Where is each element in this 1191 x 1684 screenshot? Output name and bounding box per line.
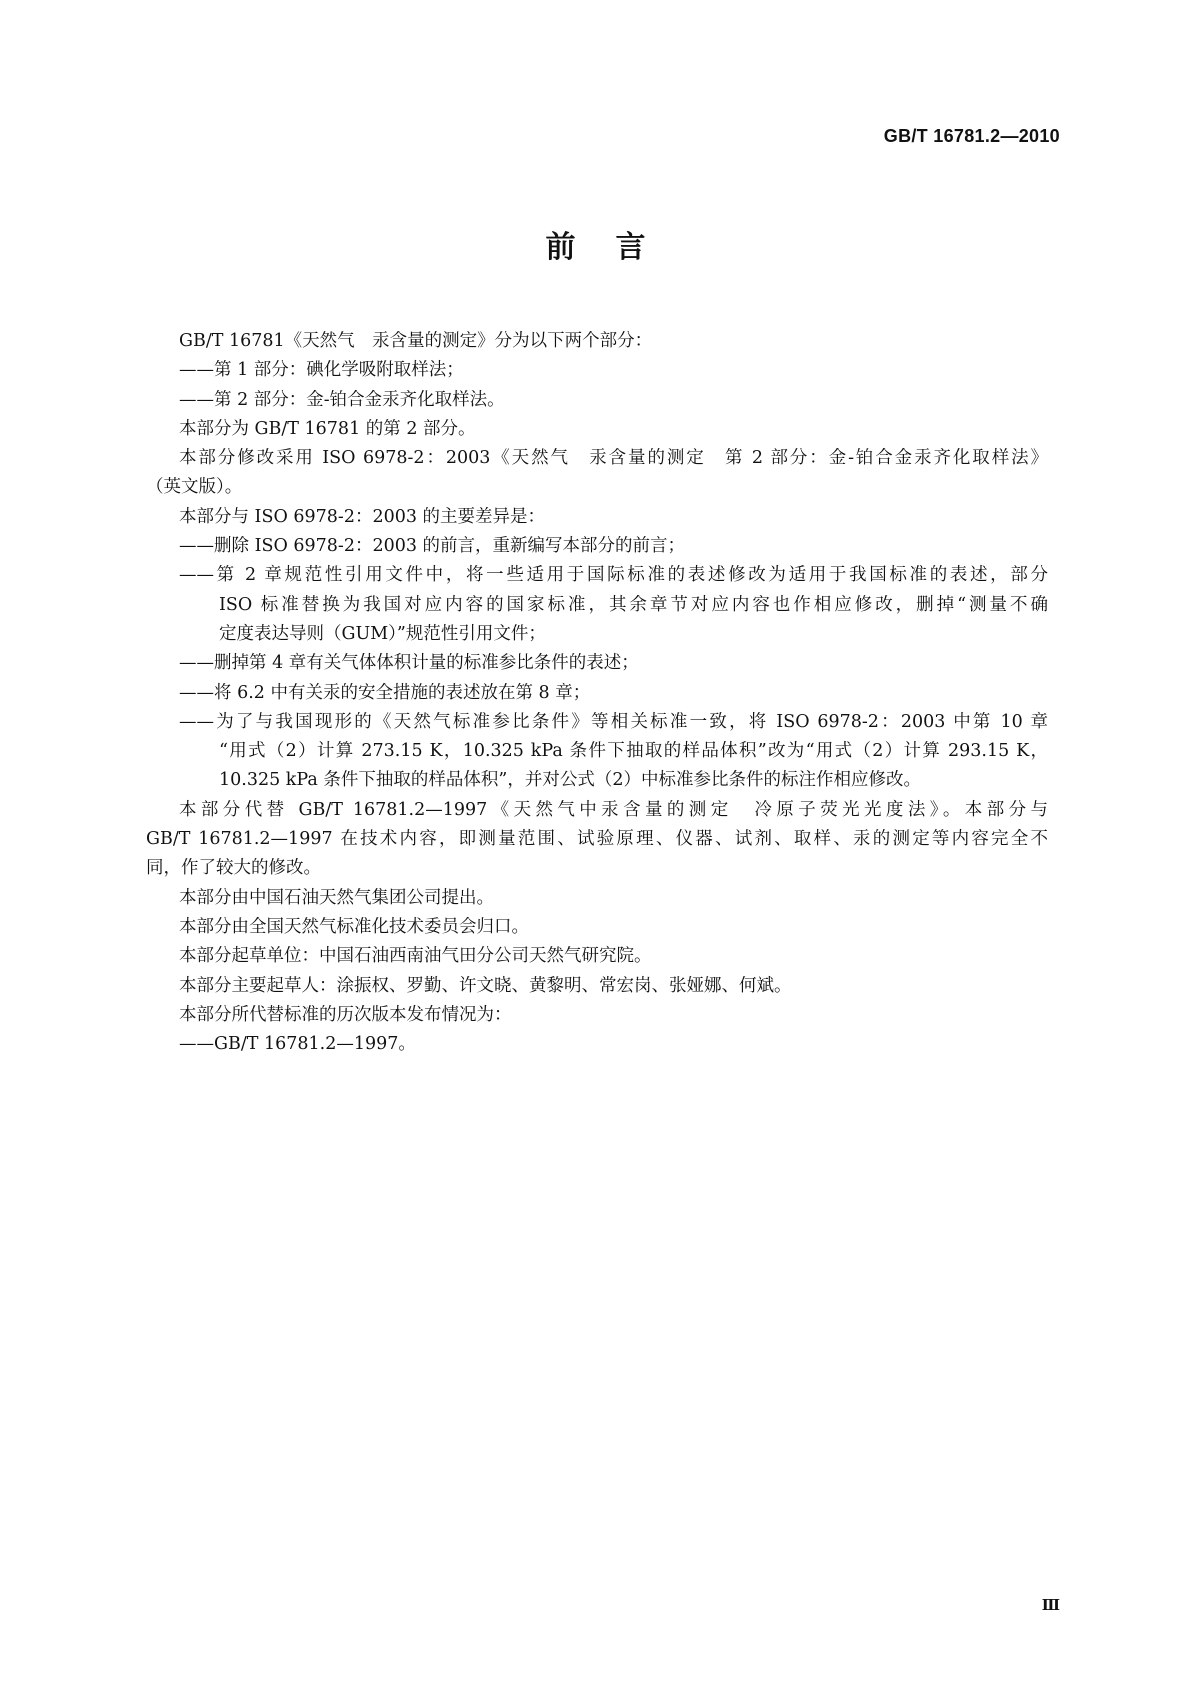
text-line: （英文版）。	[146, 477, 243, 498]
text-line: GB/T 16781.2—1997 在技术内容，即测量范围、试验原理、仪器、试剂、取样、汞的测定等内容完全不	[146, 829, 1048, 850]
text-line: 本部分为 GB/T 16781 的第 2 部分。	[179, 418, 476, 439]
list-item: ——为了与我国现形的《天然气标准参比条件》等相关标准一致，将 ISO 6978-2：2003 中第 10 章	[179, 711, 1048, 732]
text-line: 本部分修改采用 ISO 6978-2：2003《天然气 汞含量的测定 第 2 部分：金-铂合金汞齐化取样法》	[179, 448, 1048, 469]
foreword-body	[146, 327, 1048, 1059]
page-number: Ⅲ	[1041, 1596, 1060, 1614]
list-item-continuation: 定度表达导则（GUM）”规范性引用文件；	[219, 623, 546, 644]
list-item: ——删掉第 4 章有关气体体积计量的标准参比条件的表述；	[179, 653, 639, 674]
text-line: 本部分由中国石油天然气集团公司提出。	[179, 887, 494, 908]
text-line: 同，作了较大的修改。	[146, 858, 321, 879]
list-item: ——将 6.2 中有关汞的安全措施的表述放在第 8 章；	[179, 682, 591, 703]
list-item-continuation: 10.325 kPa 条件下抽取的样品体积”，并对公式（2）中标准参比条件的标注作相应修改。	[219, 770, 921, 791]
list-item: ——第 1 部分：碘化学吸附取样法；	[179, 360, 464, 381]
list-item-continuation: ISO 标准替换为我国对应内容的国家标准，其余章节对应内容也作相应修改，删掉“测量不确	[219, 594, 1048, 615]
text-line: 本部分代替 GB/T 16781.2—1997《天然气中汞含量的测定 冷原子荧光光度法》。本部分与	[179, 799, 1048, 820]
list-item: ——第 2 部分：金-铂合金汞齐化取样法。	[179, 389, 505, 410]
list-item-continuation: “用式（2）计算 273.15 K，10.325 kPa 条件下抽取的样品体积”改为“用式（2）计算 293.15 K，	[219, 741, 1048, 762]
list-item: ——第 2 章规范性引用文件中，将一些适用于国际标准的表述修改为适用于我国标准的表述，部分	[179, 565, 1048, 586]
text-line: GB/T 16781《天然气 汞含量的测定》分为以下两个部分：	[179, 331, 653, 351]
list-item: ——删除 ISO 6978-2：2003 的前言，重新编写本部分的前言；	[179, 536, 686, 557]
text-line: 本部分与 ISO 6978-2：2003 的主要差异是：	[179, 506, 546, 527]
text-line: 本部分由全国天然气标准化技术委员会归口。	[179, 916, 529, 937]
standard-number: GB/T 16781.2—2010	[883, 126, 1060, 146]
page-title: 前言	[545, 230, 686, 265]
text-line: 本部分主要起草人：涂振权、罗勤、许文晓、黄黎明、常宏岗、张娅娜、何斌。	[179, 975, 792, 996]
list-item: ——GB/T 16781.2—1997。	[179, 1034, 416, 1055]
text-line: 本部分所代替标准的历次版本发布情况为：	[179, 1004, 512, 1025]
text-line: 本部分起草单位：中国石油西南油气田分公司天然气研究院。	[179, 946, 652, 967]
